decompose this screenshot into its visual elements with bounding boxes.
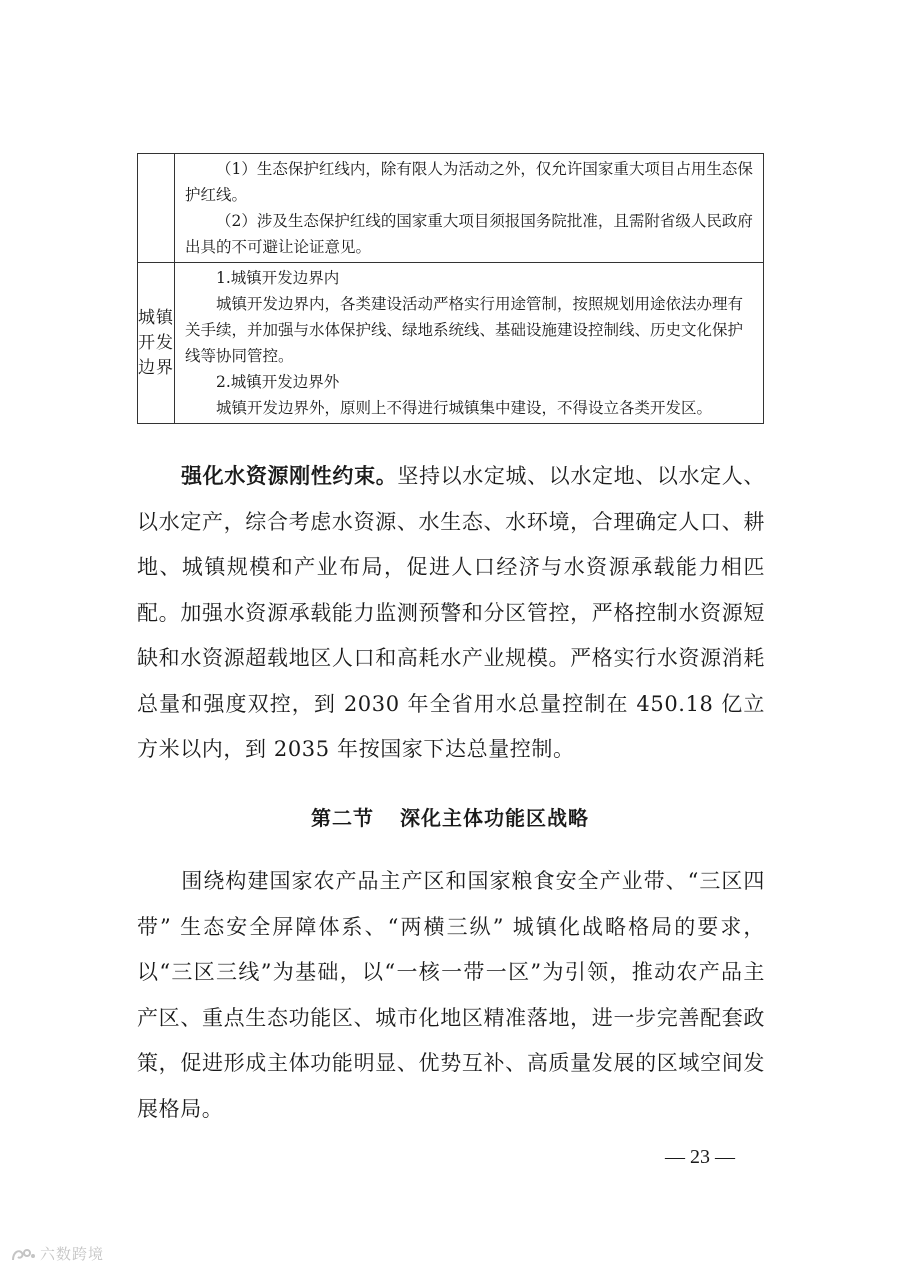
rule-text: 城镇开发边界外，原则上不得进行城镇集中建设，不得设立各类开发区。: [216, 399, 713, 417]
table-row: [138, 263, 764, 424]
paragraph-text: 坚持以水定城、以水定地、以水定人、以水定产，综合考虑水资源、水生态、水环境，合理确定人口、耕地、城镇规模和产业布局，促进人口经济与水资源承载能力相匹配。加强水资源承载能力监测预警和分区管控，严格控制水资源短缺和水资源超载地区人口和高耗水产业规模。严格实行水资源消耗总量和强度双控，到 2030 年全省用水总量控制在 450.18 亿立方米以内，到 2035 年按国家下达总量控制。: [137, 464, 765, 761]
control-rules-table: [137, 153, 764, 424]
watermark-text: 六数跨境: [40, 1245, 105, 1263]
rule-text: 城镇开发边界内，各类建设活动严格实行用途管制，按照规划用途依法办理有关手续，并加强与水体保护线、绿地系统线、基础设施建设控制线、历史文化保护线等协同管控。: [185, 295, 744, 365]
section-number: 第二节: [311, 806, 374, 830]
body-paragraph: [137, 453, 765, 773]
row-label-line: 边界: [138, 357, 174, 378]
watermark: [10, 1243, 104, 1264]
sub-heading: 2.城镇开发边界外: [216, 373, 340, 391]
table-content-cell: [175, 154, 764, 263]
table-row: [138, 154, 764, 263]
paragraph-text: 围绕构建国家农产品主产区和国家粮食安全产业带、“三区四带” 生态安全屏障体系、“两横三纵” 城镇化战略格局的要求，以“三区三线”为基础，以“一核一带一区”为引领，推动农产品主产区、重点生态功能区、城市化地区精准落地，进一步完善配套政策，促进形成主体功能明显、优势互补、高质量发展的区域空间发展格局。: [137, 869, 765, 1121]
page-number: — 23 —: [665, 1146, 735, 1168]
table-label-cell: [138, 154, 175, 263]
rule-item-2: （2）涉及生态保护红线的国家重大项目须报国务院批准，且需附省级人民政府出具的不可避让论证意见。: [185, 212, 753, 256]
section-title: 深化主体功能区战略: [400, 806, 589, 830]
paragraph-lead: 强化水资源刚性约束。: [181, 463, 398, 488]
body-paragraph: [137, 859, 765, 1132]
row-label-line: 城镇: [138, 307, 174, 328]
rule-item-1: （1）生态保护红线内，除有限人为活动之外，仅允许国家重大项目占用生态保护红线。: [185, 160, 753, 204]
sub-heading: 1.城镇开发边界内: [216, 269, 340, 287]
row-label-line: 开发: [138, 332, 174, 353]
table-label-cell: [138, 263, 175, 424]
section-heading: [0, 802, 900, 831]
table-content-cell: [175, 263, 764, 424]
logo-icon: [10, 1247, 36, 1263]
